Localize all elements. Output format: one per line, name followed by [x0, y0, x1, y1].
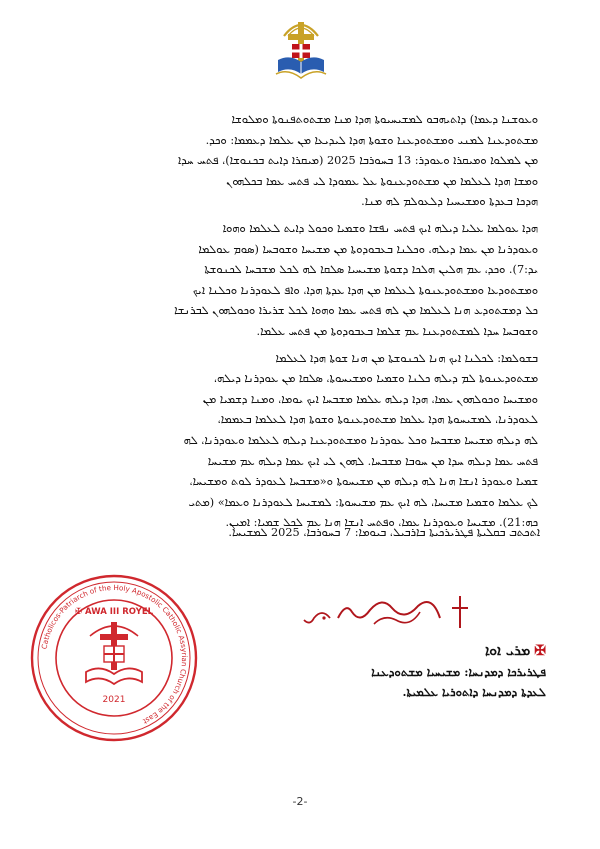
text-line: ܡܫܬܘܕܥܢܘܬܐ ܠܡ ܕܝܠܗ ܟܠܢܐ ܘܫܡܝܐ ܘܡܫܝܚܘܬܐ، ܣܠܩܐ ܡܢ ܥܘܕܪܢܐ ܕܝܠܗ،: [213, 372, 538, 386]
text-line: ܗܕܐ ܥܘܠܡܐ ܥܠܝܐ ܕܝܠܗ ܐܝܟ ܦܬܚ ܢܦܫܐ ܘܫܡܝܐ ܘܟܘܠ ܕܐܝܬ ܠܥܠܡܐ ܘܗܘܐ: [222, 221, 538, 235]
text-line: ܫܡܝܐ ܘܥܘܕܪ ܐܢܫܐ ܗܢܐ ܠܗ ܕܝܠܗ ܡܢ ܡܫܝܚܘܬܐ ܘ«ܡܫܒܚܐ ܠܥܘܕܪ ܠܘܬ ܘܡܫܝܚܐ،: [189, 475, 538, 489]
text-line: ܘܫܘܒܚܐ ܚܕܐ ܠܡܫܬܘܕܥܢܐ ܥܡ ܫܠܡܐ ܒܥܒܘܕܘܬܐ ܡܢ ܦܬܚ ܥܠܡܐ.: [256, 324, 538, 338]
signer-title-line-2: ܠܥܕܬܐ ܕܡܕܢܚܐ ܕܐܬܘܪܝܐ ܥܠܡܝܬܐ.: [402, 685, 546, 699]
page-number: -2-: [292, 795, 308, 808]
cross-icon: ✠: [534, 643, 546, 659]
text-line: ܡܫܬܘܕܥܢܐ ܠܡܢܝ ܘܡܫܬܘܕܥܢܐ ܘܫܘܬܐ ܗܕܐ ܠܝܕܝܥܐ ܡܢ ܥܠܡܐ ܕܥܡܡܐ: ܘܟܕ.: [205, 133, 538, 147]
patriarchal-seal-stamp: [28, 572, 200, 744]
text-line: ܡܢ ܠܡܠܘܐ ܘܡܝܩܪܐ ܘܥܘܕܪ: 13 ܒܚܘܪܒܐ 2025 (ܡܝܩܪܐ ܕܐܝܬ ܒܟܢܘܫܐ)، ܦܬܚ ܚܕܐ: [177, 154, 538, 168]
text-line: ܠܟ ܥܠܡܐ ܘܫܡܝܐ ܡܫܝܚܐ، ܠܗ ܐܝܟ ܥܡ ܡܫܝܚܘܬܐ: ܠܡܫܝܚܐ ܠܥܘܕܪܢܐ ܘܥܡܐ» (ܡܬܝ: [188, 495, 538, 509]
text-line: ܝܕ:7). ܘܟܕ، ܥܡ ܗܠܝܢ ܗܠܟܐ ܕܫܘܬܐ ܡܫܝܚܝܐ ܣܠܩܐ ܠܗ ܠܟܠ ܡܫܒܚܐ ܠܟܢܘܫܬܐ: [204, 263, 538, 277]
text-line: ܘܥܘܕܪܢܐ ܡܢ ܥܡܐ ܕܝܠܗ، ܘܟܠܢܐ ܒܥܒܘܕܘܬܐ ܡܢ ܡܫܝܚܐ ܘܫܘܒܚܐ (ܣܘܡ ܥܘܠܡܐ: [198, 242, 538, 256]
text-line: ܘܥܘܫܢܐ ܕܥܡܐ) ܕܐܬܝܗܒܘ ܠܡܫܝܚܝܘܬܐ ܗܕܐ ܡܢܐ ܡܫܬܘܬܦܢܘܬܐ ܘܡܠܘܫܐ: [231, 113, 538, 126]
paragraph-2: [62, 219, 538, 343]
text-line: ܘܡܫܐ ܗܕܐ ܠܥܠܡܐ ܡܢ ܡܫܬܘܕܥܢܘܬܐ ܥܠ ܥܡܘܕܐ ܠܝ ܦܬܚ ܥܡܐ ܒܟܠܗܘܢ: [226, 174, 538, 188]
text-line: ܠܗ ܕܝܠܗ ܡܫܝܚܐ ܡܫܒܚܐ ܘܟܠ ܥܘܕܪܢܐ ܘܡܫܬܘܕܥܢܐ ܕܝܠܗ ܠܥܠܡܐ ܘܥܘܕܪܢܐ، ܠܗ: [183, 433, 538, 447]
text-line: ܒܫܘܠܡܐ: ܠܟܠܢܐ ܐܝܟ ܗܢܐ ܠܟܢܘܫܬܐ ܡܢ ܗܢܐ ܫܘܬܐ ܗܕܐ ܠܥܠܡܐ: [275, 351, 538, 365]
signer-title-line-1: ܦܛܪܝܪܟܐ ܕܡܕܢܚܐ: ܡܫܝܚܝܐ ܡܫܬܘܕܥܢܐ: [371, 665, 546, 679]
text-line: ܘܡܫܬܘܕܥܐ ܘܡܫܬܘܕܥܢܘܬܐ ܠܥܠܡܐ ܡܢ ܗܕܐ ܥܕܬܐ ܗܕܐ، ܘܐܦ ܠܥܘܕܪܢܐ ܘܟܠܢܐ ܐܝܟ: [192, 283, 538, 297]
text-line: ܟܗ:21). ܡܫܝܚܐ ܘܥܘܕܪܢܐ ܥܡܐ، ܘܦܬܚ ܐܢܫܐ ܗܢܐ ܥܡ ܠܟܠ ܫܡܝܐ: ܐܡܝܢ.: [225, 516, 538, 530]
svg-text:Catholicos-Patriarch of the Ho: Catholicos-Patriarch of the Holy Apostolic Catholic Assyrian Church of the East: [39, 582, 190, 727]
text-line: ܠܥܘܕܪܢܐ، ܠܡܫܝܚܘܬܐ ܗܕܐ ܥܠܡܐ ܡܫܬܘܕܥܢܘܬܐ ܘܫܘܬܐ ܗܕܐ ܠܥܠܡܐ ܒܥܡܡܐ،: [217, 413, 538, 427]
handwritten-signature: [300, 588, 470, 636]
paragraph-3: [62, 349, 538, 534]
dateline: ܐܬܟܬܒ ܒܩܠܝܬܐ ܦܛܪܝܪܟܝܬܐ ܒܐܪܒܝܠ، ܒܝܘܡܐ: 7 ܒܚܘܪܒܐ، 2025 ܠܡܫܝܚܐ.: [228, 526, 540, 539]
church-emblem-icon: [270, 14, 332, 84]
text-line: ܟܠ ܕܡܫܬܘܕܥ ܗܢܐ ܠܥܠܡܐ ܡܢ ܠܗ ܦܬܚ ܥܡܐ ܘܗܘܐ ܠܟܠ ܫܪܝܪܐ ܘܟܘܠܗܘܢ ܠܒܪܢܫܐ: [174, 304, 538, 318]
signer-name: ✠ܡܪܝ ܐܘܐ: [485, 643, 546, 659]
text-line: ܘܡܫܝܚܐ ܘܟܘܠܗܘܢ ܥܡܐ، ܗܕܐ ܕܝܠܗ ܥܠܡܐ ܡܫܒܚܐ ܐܝܟ ܝܘܡܐ، ܘܡܢܐ ܕܫܡܝܐ ܡܢ: [202, 392, 538, 406]
seal-year: 2021: [102, 695, 126, 705]
text-line: ܗܕܟܐ ܒܥܕܬܐ ܘܡܫܝܚܝܐ ܕܠܥܘܠܡ ܠܗ ܡܢܐ.: [361, 195, 538, 209]
text-line: ܦܬܚ ܥܡܐ ܕܝܠܗ ܚܕܐ ܡܢ ܚܘܒܐ ܡܫܒܚܐ. ܠܗܘܢ ܠܝ ܐܝܟ ܥܡܐ ܕܝܠܗ ܥܡ ܡܫܝܚܐ: [207, 454, 538, 468]
letter-body: [62, 110, 538, 540]
seal-name: ✠ AWA III ROYEL: [74, 607, 154, 617]
paragraph-1: [62, 110, 538, 213]
signer-block: [296, 640, 546, 702]
